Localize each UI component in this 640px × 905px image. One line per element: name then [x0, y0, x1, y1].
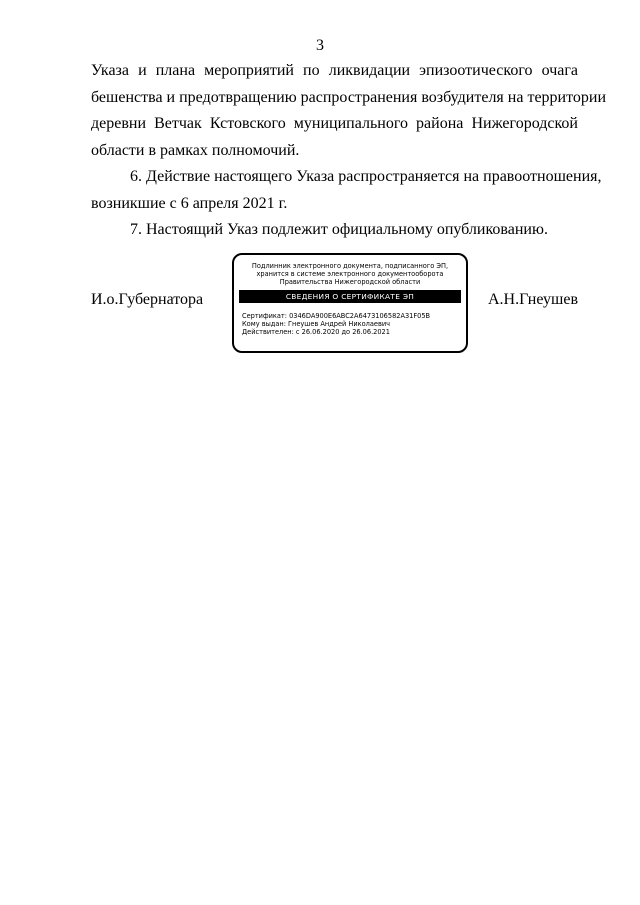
stamp-header-line: Подлинник электронного документа, подписанного ЭП,	[251, 262, 449, 270]
stamp-header-line: Правительства Нижегородской области	[279, 278, 421, 286]
paragraph-line: Указа и плана мероприятий по ликвидации эпизоотического очага	[91, 62, 578, 79]
paragraph-line: бешенства и предотвращению распространения возбудителя на территории	[91, 88, 607, 106]
paragraph-line: деревни Ветчак Кстовского муниципального района Нижегородской	[91, 115, 578, 132]
paragraph-line: области в рамках полномочий.	[91, 141, 300, 159]
stamp-header	[234, 262, 466, 286]
certificate-validity: Действителен: с 26.06.2020 до 26.06.2021	[242, 328, 390, 336]
stamp-details	[242, 312, 466, 336]
stamp-header-line: хранится в системе электронного документооборота	[256, 270, 444, 278]
paragraph-line: 7. Настоящий Указ подлежит официальному опубликованию.	[130, 221, 548, 238]
paragraph-line: 6. Действие настоящего Указа распространяется на правоотношения,	[130, 168, 602, 185]
e-signature-stamp	[232, 253, 468, 353]
certificate-owner: Кому выдан: Гнеушев Андрей Николаевич	[242, 320, 391, 328]
document-body	[91, 58, 607, 244]
certificate-number: Сертификат: 0346DA900E6ABC2A6473106582A31F05B	[242, 312, 431, 320]
signer-name: А.Н.Гнеушев	[488, 291, 578, 308]
signer-position: И.о.Губернатора	[91, 291, 204, 308]
page-number: 3	[316, 37, 324, 54]
stamp-title: СВЕДЕНИЯ О СЕРТИФИКАТЕ ЭП	[239, 290, 461, 303]
paragraph-line: возникшие с 6 апреля 2021 г.	[91, 194, 288, 212]
